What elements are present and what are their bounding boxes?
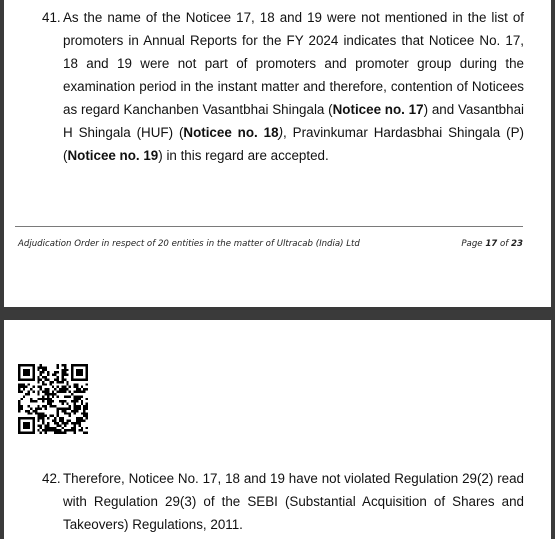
paragraph-42	[42, 467, 524, 536]
noticee-17-ref: Noticee no. 17	[332, 102, 424, 117]
page-18	[4, 320, 551, 539]
paragraph-text: As the name of the Noticee 17, 18 and 19 were not mentioned in the list of promoters in Annual Reports for the FY 2024 indicates that Noticee No. 17, 18 and 19 were not part of promoters and promoter group during the examination period in the instant matter and therefore, contention of Noticees as regard Kanchanben Vasantbhai Shingala (Noticee no. 17) and Vasantbhai H Shingala (HUF) (Noticee no. 18), Pravinkumar Hardasbhai Shingala (P) (Noticee no. 19) in this regard are accepted.	[63, 10, 524, 163]
footer-title: Adjudication Order in respect of 20 entities in the matter of Ultracab (India) Ltd	[18, 239, 360, 249]
paragraph-number: 42.	[42, 471, 61, 486]
noticee-18-ref: Noticee no. 18	[183, 125, 279, 140]
page-number: Page 17 of 23	[461, 239, 523, 249]
qr-code-icon	[18, 364, 88, 434]
paragraph-text: Therefore, Noticee No. 17, 18 and 19 have not violated Regulation 29(2) read with Regulation 29(3) of the SEBI (Substantial Acquisition of Shares and Takeovers) Regulations, 2011.	[63, 471, 524, 532]
noticee-19-ref: Noticee no. 19	[67, 148, 159, 163]
paragraph-41	[42, 6, 524, 167]
paragraph-number: 41.	[42, 10, 61, 25]
footer-divider	[15, 226, 523, 227]
page-footer	[18, 239, 523, 249]
page-17	[4, 0, 551, 307]
